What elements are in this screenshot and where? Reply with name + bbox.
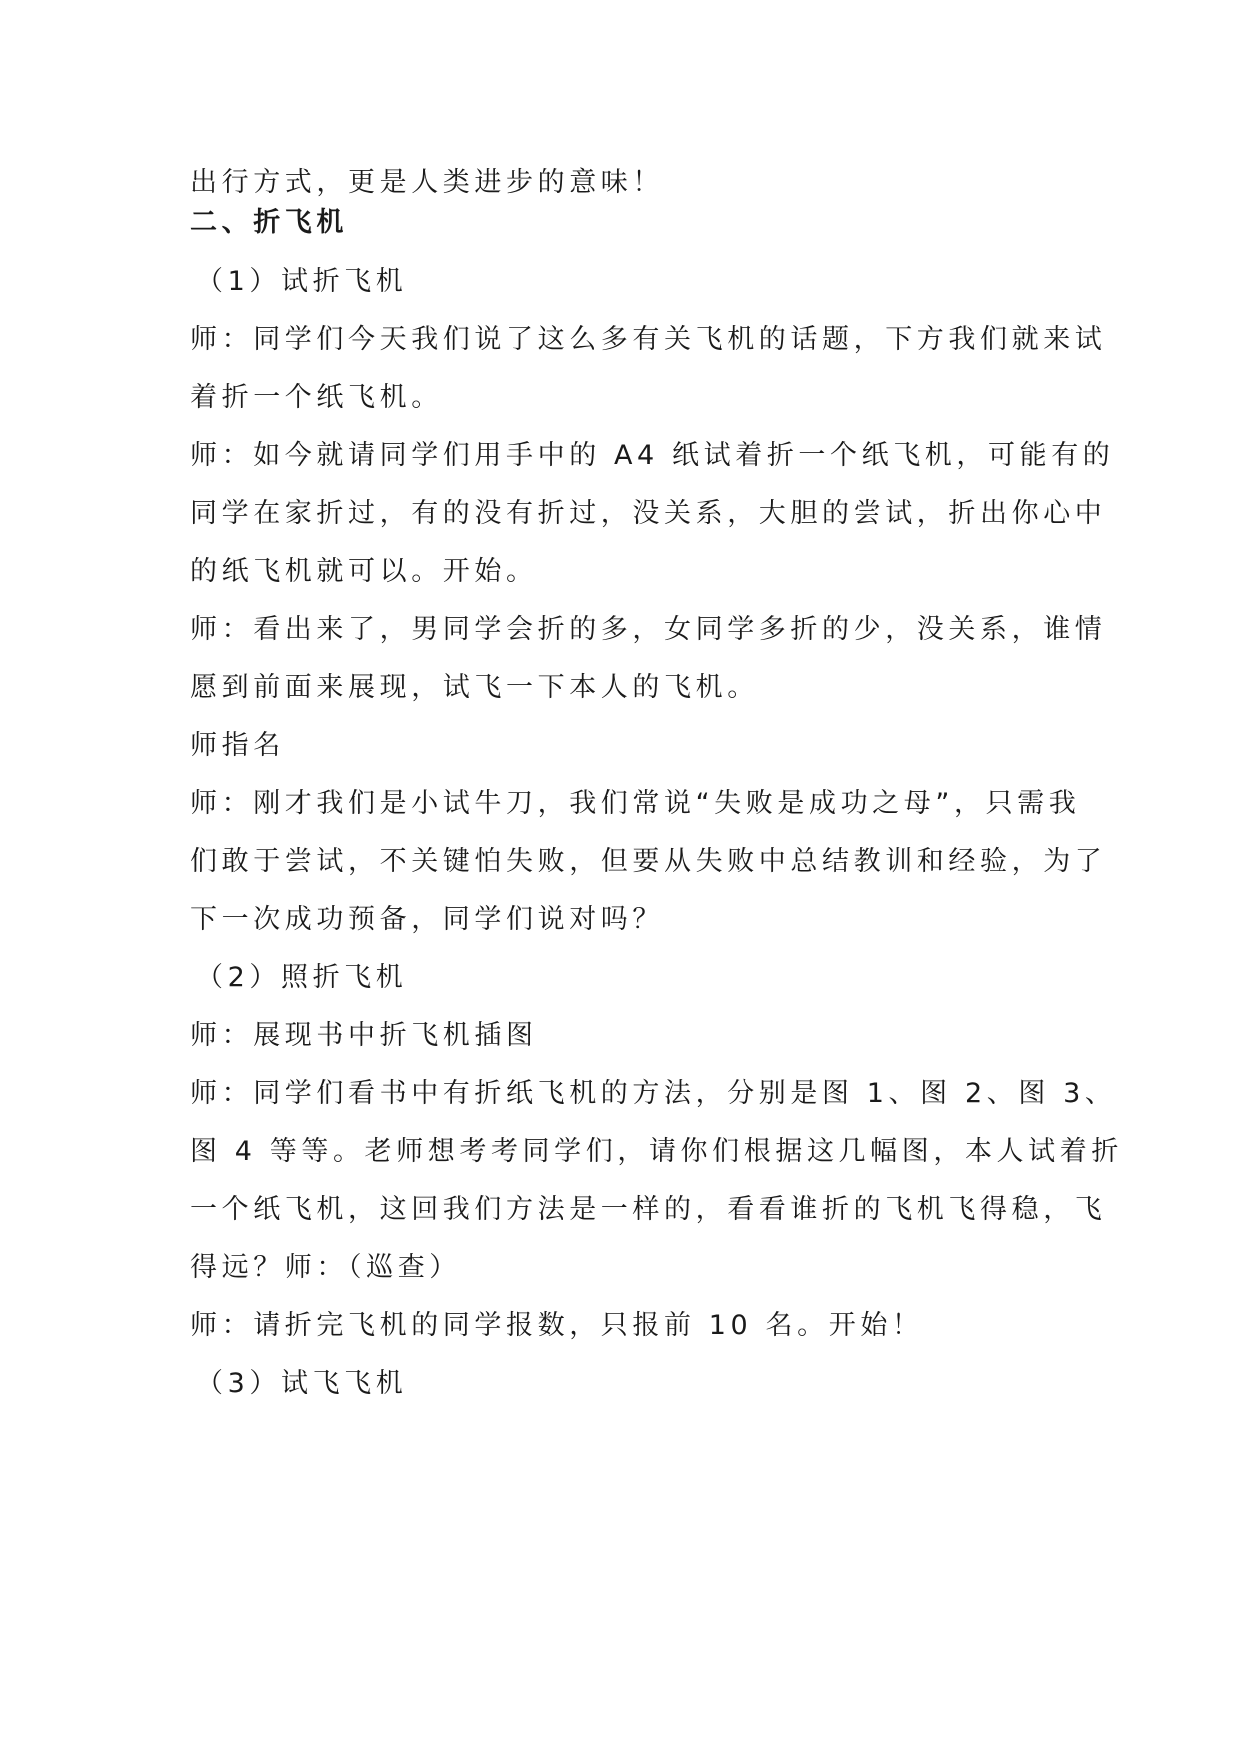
subsection-heading: （1）试折飞机: [196, 266, 408, 297]
paragraph-line: 师：刚才我们是小试牛刀，我们常说“失败是成功之母”，只需我: [190, 788, 1081, 819]
paragraph-line: 们敢于尝试，不关键怕失败，但要从失败中总结教训和经验，为了: [190, 846, 1107, 877]
paragraph-line: 图 4 等等。老师想考考同学们，请你们根据这几幅图，本人试着折: [190, 1136, 1123, 1167]
paragraph-line: 得远？师：（巡查）: [190, 1252, 461, 1283]
subsection-heading: （2）照折飞机: [196, 962, 408, 993]
paragraph-line: 愿到前面来展现，试飞一下本人的飞机。: [190, 672, 759, 703]
paragraph-line: 师：如今就请同学们用手中的 A4 纸试着折一个纸飞机，可能有的: [190, 440, 1115, 471]
paragraph-line: 出行方式，更是人类进步的意味！: [190, 167, 664, 198]
subsection-heading: （3）试飞飞机: [196, 1368, 408, 1399]
paragraph-line: 师：请折完飞机的同学报数，只报前 10 名。开始！: [190, 1310, 924, 1341]
paragraph-line: 师：同学们今天我们说了这么多有关飞机的话题，下方我们就来试: [190, 324, 1107, 355]
paragraph-line: 一个纸飞机，这回我们方法是一样的，看看谁折的飞机飞得稳，飞: [190, 1194, 1107, 1225]
paragraph-line: 同学在家折过，有的没有折过，没关系，大胆的尝试，折出你心中: [190, 498, 1107, 529]
paragraph-line: 师：看出来了，男同学会折的多，女同学多折的少，没关系，谁情: [190, 614, 1107, 645]
paragraph-line: 师：同学们看书中有折纸飞机的方法，分别是图 1、图 2、图 3、: [190, 1078, 1117, 1109]
paragraph-line: 的纸飞机就可以。开始。: [190, 556, 538, 587]
section-heading: 二、折飞机: [190, 207, 348, 238]
paragraph-line: 师：展现书中折飞机插图: [190, 1020, 538, 1051]
paragraph-line: 着折一个纸飞机。: [190, 382, 443, 413]
paragraph-line: 师指名: [190, 730, 285, 761]
paragraph-line: 下一次成功预备，同学们说对吗？: [190, 904, 664, 935]
